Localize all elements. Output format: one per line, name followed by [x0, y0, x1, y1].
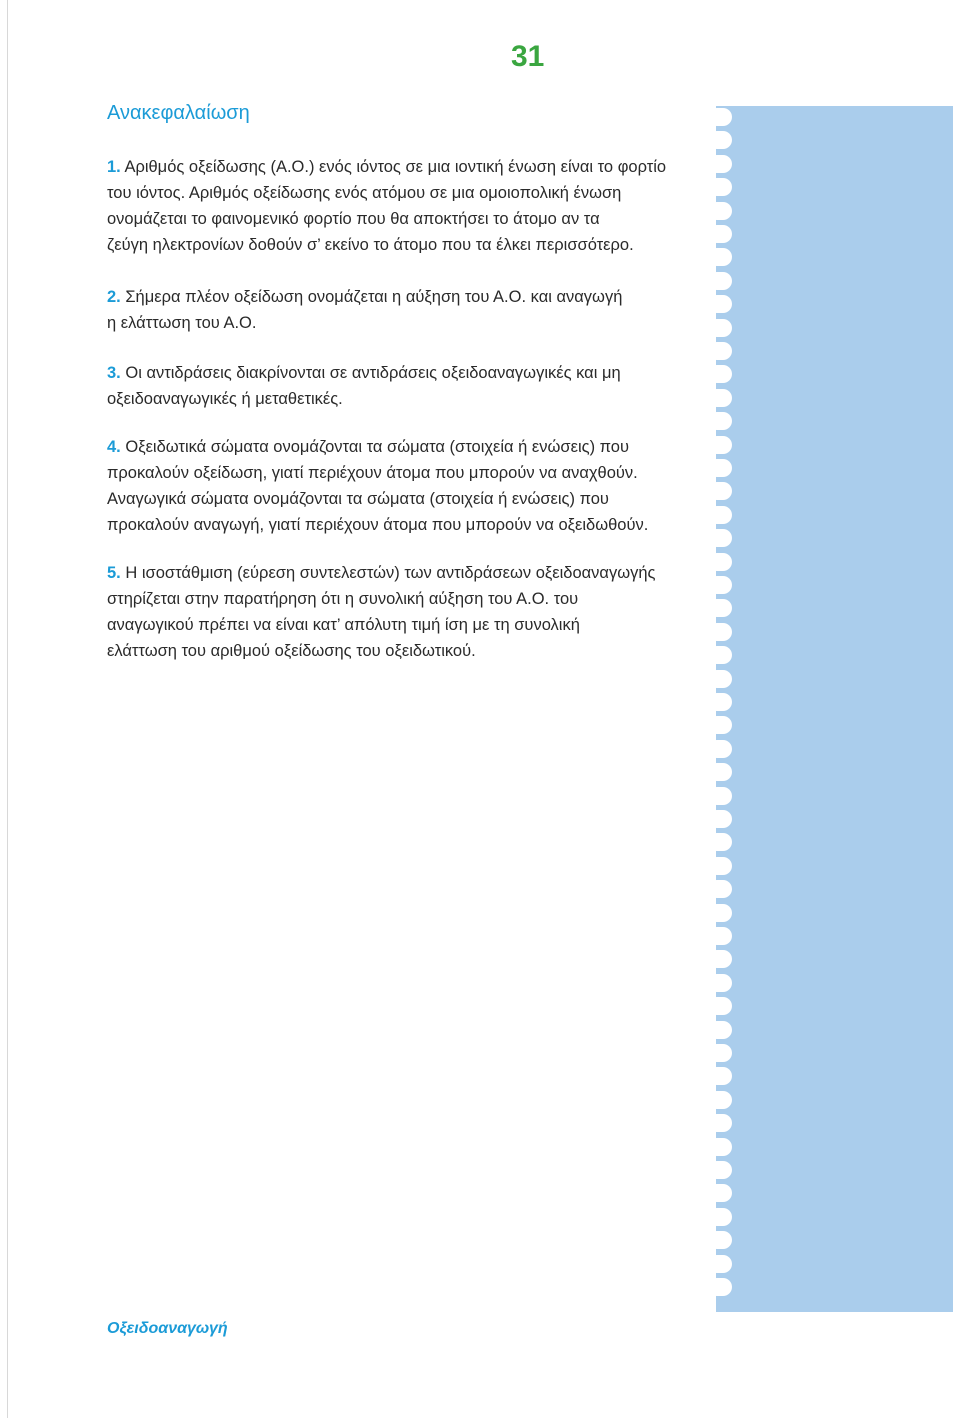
binder-hole	[708, 131, 732, 149]
page-number: 31	[511, 40, 545, 73]
item-5-line-3: αναγωγικού πρέπει να είναι κατ’ απόλυτη τιμή ίση με τη συνολική	[107, 616, 580, 634]
notebook-spiral-strip	[716, 106, 953, 1312]
binder-hole	[708, 1021, 732, 1039]
item-1-line-3: ονομάζεται το φαινομενικό φορτίο που θα αποκτήσει το άτομο αν τα	[107, 210, 600, 228]
item-2-number: 2.	[107, 288, 121, 306]
item-4-line-1: 4. Οξειδωτικά σώματα ονομάζονται τα σώματα (στοιχεία ή ενώσεις) που	[107, 438, 630, 456]
binder-hole	[708, 436, 732, 454]
section-title: Ανακεφαλαίωση	[107, 102, 250, 124]
item-1-line-4: ζεύγη ηλεκτρονίων δοθούν σ’ εκείνο το άτομο που τα έλκει περισσότερο.	[107, 236, 634, 254]
summary-item-1	[107, 154, 702, 258]
left-margin-rule	[7, 0, 8, 1418]
binder-hole	[708, 1231, 732, 1249]
summary-item-5	[107, 560, 702, 664]
binder-hole	[708, 833, 732, 851]
binder-hole	[708, 740, 732, 758]
binder-hole	[708, 904, 732, 922]
binder-hole	[708, 693, 732, 711]
binder-hole	[708, 1044, 732, 1062]
item-4-line-4: προκαλούν αναγωγή, γιατί περιέχουν άτομα που μπορούν να οξειδωθούν.	[107, 516, 649, 534]
binder-hole	[708, 1161, 732, 1179]
binder-hole	[708, 1278, 732, 1296]
item-4-line-2: προκαλούν οξείδωση, γιατί περιέχουν άτομα που μπορούν να αναχθούν.	[107, 464, 638, 482]
binder-hole	[708, 810, 732, 828]
binder-hole	[708, 553, 732, 571]
binder-hole	[708, 599, 732, 617]
binder-hole	[708, 178, 732, 196]
binder-hole	[708, 342, 732, 360]
binder-hole	[708, 295, 732, 313]
binder-hole	[708, 997, 732, 1015]
binder-hole	[708, 716, 732, 734]
binder-hole	[708, 319, 732, 337]
item-4-number: 4.	[107, 438, 121, 456]
binder-hole	[708, 389, 732, 407]
item-5-line-1: 5. Η ισοστάθμιση (εύρεση συντελεστών) των αντιδράσεων οξειδοαναγωγής	[107, 564, 656, 582]
binder-hole	[708, 1208, 732, 1226]
binder-hole	[708, 155, 732, 173]
item-5-number: 5.	[107, 564, 121, 582]
item-3-line-2: οξειδοαναγωγικές ή μεταθετικές.	[107, 390, 343, 408]
binder-hole	[708, 1255, 732, 1273]
binder-hole	[708, 763, 732, 781]
binder-hole	[708, 225, 732, 243]
item-1-number: 1.	[107, 158, 121, 176]
binder-hole	[708, 1067, 732, 1085]
binder-hole	[708, 529, 732, 547]
item-2-line-1: 2. Σήμερα πλέον οξείδωση ονομάζεται η αύξηση του Α.Ο. και αναγωγή	[107, 288, 623, 306]
chapter-footer: Οξειδοαναγωγή	[107, 1320, 228, 1337]
binder-hole	[708, 787, 732, 805]
binder-hole	[708, 506, 732, 524]
binder-hole	[708, 950, 732, 968]
binder-hole	[708, 1091, 732, 1109]
summary-item-2	[107, 284, 702, 336]
binder-hole	[708, 974, 732, 992]
item-5-line-2: στηρίζεται στην παρατήρηση ότι η συνολική αύξηση του Α.Ο. του	[107, 590, 579, 608]
binder-hole	[708, 1114, 732, 1132]
binder-hole	[708, 857, 732, 875]
binder-hole	[708, 202, 732, 220]
binder-hole	[708, 459, 732, 477]
binder-hole	[708, 880, 732, 898]
item-3-number: 3.	[107, 364, 121, 382]
item-1-line-1: 1. Αριθμός οξείδωσης (Α.Ο.) ενός ιόντος σε μια ιοντική ένωση είναι το φορτίο	[107, 158, 667, 176]
item-1-line-2: του ιόντος. Αριθμός οξείδωσης ενός ατόμου σε μια ομοιοπολική ένωση	[107, 184, 622, 202]
item-4-line-3: Αναγωγικά σώματα ονομάζονται τα σώματα (στοιχεία ή ενώσεις) που	[107, 490, 609, 508]
binder-hole	[708, 1184, 732, 1202]
binder-hole	[708, 646, 732, 664]
binder-hole	[708, 248, 732, 266]
binder-hole	[708, 482, 732, 500]
summary-item-4	[107, 434, 702, 538]
item-5-line-4: ελάττωση του αριθμού οξείδωσης του οξειδωτικού.	[107, 642, 476, 660]
binder-hole	[708, 927, 732, 945]
summary-item-3	[107, 360, 702, 412]
binder-hole	[708, 412, 732, 430]
binder-hole	[708, 365, 732, 383]
item-3-line-1: 3. Οι αντιδράσεις διακρίνονται σε αντιδράσεις οξειδοαναγωγικές και μη	[107, 364, 621, 382]
binder-hole	[708, 1138, 732, 1156]
binder-hole	[708, 576, 732, 594]
item-2-line-2: η ελάττωση του Α.Ο.	[107, 314, 257, 332]
binder-hole	[708, 272, 732, 290]
binder-hole	[708, 108, 732, 126]
binder-hole	[708, 670, 732, 688]
binder-hole	[708, 623, 732, 641]
